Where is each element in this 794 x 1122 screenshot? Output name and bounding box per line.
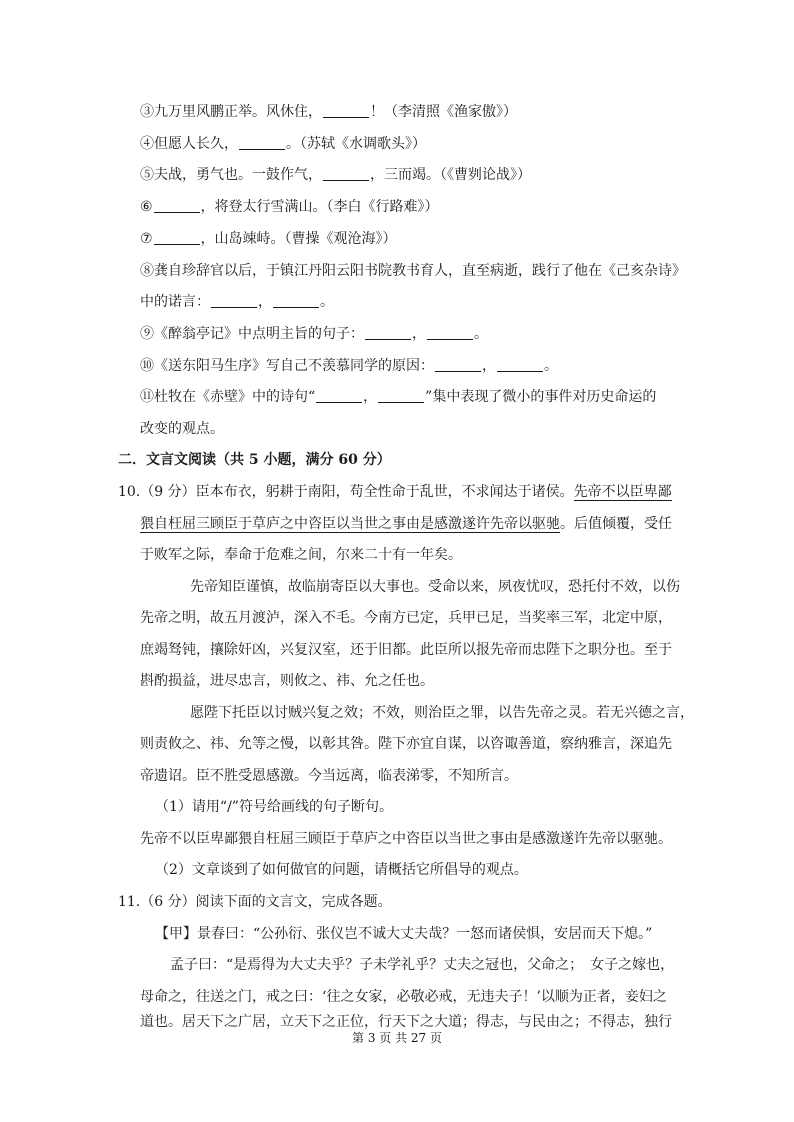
text: 。后值倾覆，受任: [560, 516, 672, 532]
text: ⑥: [140, 199, 153, 215]
text: ⑤夫战，勇气也。一鼓作气，: [140, 167, 322, 183]
text: 中的诺言：: [140, 294, 210, 310]
passage-line: 庶竭驽钝，攘除奸凶，兴复汉室，还于旧都。此臣所以报先帝而忠陛下之职分也。至于: [140, 642, 672, 658]
line-11b: 改变的观点。: [140, 421, 224, 437]
fill-blank[interactable]: [323, 166, 369, 181]
text: ”集中表现了微小的事件对历史命运的: [425, 389, 657, 405]
passage-line: 母命之，往送之门，戒之曰：‘往之女家，必敬必戒，无违夫子！’以顺为正者，妾妇之: [140, 989, 667, 1005]
question-10-line2: [140, 514, 680, 534]
line-8b: [140, 292, 680, 312]
text: ③九万里风鹏正举。风休住，: [140, 104, 322, 120]
fill-blank[interactable]: [273, 293, 319, 308]
section-heading: 二．文言文阅读（共 5 小题，满分 60 分）: [118, 452, 391, 468]
text: ，山岛竦峙。（曹操《观沧海》）: [200, 231, 397, 247]
passage-line: 斟酌损益，进尽忠言，则攸之、祎、允之任也。: [140, 673, 434, 689]
fill-blank[interactable]: [211, 293, 257, 308]
line-10: [140, 356, 680, 376]
text: ，: [363, 389, 378, 405]
passage-para: 先帝知臣谨慎，故临崩寄臣以大事也。受命以来，夙夜忧叹，恐托付不效，以伤: [190, 579, 680, 595]
text: 。: [320, 294, 334, 310]
line-11: [140, 387, 680, 407]
underlined-sentence: 先帝不以臣卑鄙: [573, 484, 672, 500]
fill-blank[interactable]: [239, 135, 285, 150]
fill-blank[interactable]: [427, 325, 473, 340]
text: 。（苏轼《水调歌头》）: [286, 136, 426, 152]
line-5: [140, 165, 680, 185]
line-8: ⑧龚自珍辞官以后，于镇江丹阳云阳书院教书育人，直至病逝，践行了他在《己亥杂诗》: [140, 263, 686, 279]
sub-question-1-text: 先帝不以臣卑鄙猥自枉屈三顾臣于草庐之中咨臣以当世之事由是感激遂许先帝以驱驰。: [140, 831, 672, 847]
line-7: [140, 229, 680, 249]
fill-blank[interactable]: [323, 103, 369, 118]
text: ，: [412, 326, 426, 342]
text: 。: [544, 358, 558, 374]
text: ，将登太行雪满山。（李白《行路难》）: [200, 199, 439, 215]
sub-question-2: （2）文章谈到了如何做官的问题，请概括它所倡导的观点。: [155, 862, 528, 878]
page-footer: 第 3 页 共 27 页: [352, 1031, 442, 1045]
passage-line: 道也。居天下之广居，立天下之正位，行天下之大道；得志，与民由之；不得志，独行: [140, 1014, 672, 1030]
text: 。: [474, 326, 488, 342]
text: ④但愿人长久，: [140, 136, 238, 152]
fill-blank[interactable]: [316, 388, 362, 403]
fill-blank[interactable]: [365, 325, 411, 340]
text: ，: [482, 358, 496, 374]
line-9: [140, 324, 680, 344]
line-4: [140, 134, 680, 154]
text: 10.（9 分）臣本布衣，躬耕于南阳，苟全性命于乱世，不求闻达于诸侯。: [118, 484, 574, 500]
fill-blank[interactable]: [378, 388, 424, 403]
passage-line: 先帝之明，故五月渡泸，深入不毛。今南方已定，兵甲已足，当奖率三军，北定中原，: [140, 610, 672, 626]
text: ，三而竭。（《曹刿论战》）: [370, 167, 531, 183]
line-3: [140, 102, 680, 122]
passage-line: 则责攸之、祎、允等之慢，以彰其咎。陛下亦宜自谋，以咨诹善道，察纳雅言，深追先: [140, 736, 672, 752]
underlined-sentence: 猥自枉屈三顾臣于草庐之中咨臣以当世之事由是感激遂许先帝以驱驰: [140, 516, 560, 532]
fill-blank[interactable]: [435, 357, 481, 372]
fill-blank[interactable]: [154, 198, 200, 213]
line-6: [140, 197, 680, 217]
question-10: [118, 482, 672, 502]
question-10-line3: 于败军之际，奉命于危难之间，尔来二十有一年矣。: [140, 547, 462, 563]
passage-jia: 【甲】景春曰：“公孙衍、张仪岂不诚大丈夫哉？一怒而诸侯惧，安居而天下熄。”: [155, 926, 653, 942]
text: ⑪杜牧在《赤壁》中的诗句“: [140, 389, 316, 405]
passage-line: 帝遗诏。臣不胜受恩感激。今当远离，临表涕零，不知所言。: [140, 768, 518, 784]
sub-question-1: （1）请用“/”符号给画线的句子断句。: [155, 799, 393, 815]
fill-blank[interactable]: [154, 230, 200, 245]
question-11: 11.（6 分）阅读下面的文言文，完成各题。: [118, 894, 392, 910]
text: ⑦: [140, 231, 153, 247]
text: ！（李清照《渔家傲》）: [370, 104, 517, 120]
passage-para: 愿陛下托臣以讨贼兴复之效；不效，则治臣之罪，以告先帝之灵。若无兴德之言，: [190, 705, 694, 721]
fill-blank[interactable]: [497, 357, 543, 372]
text: ，: [258, 294, 272, 310]
text: ⑩《送东阳马生序》写自己不羡慕同学的原因：: [140, 358, 434, 374]
text: ⑨《醉翁亭记》中点明主旨的句子：: [140, 326, 364, 342]
passage-line: 孟子曰：“是焉得为大丈夫乎？子未学礼乎？丈夫之冠也，父命之； 女子之嫁也，: [170, 957, 675, 973]
